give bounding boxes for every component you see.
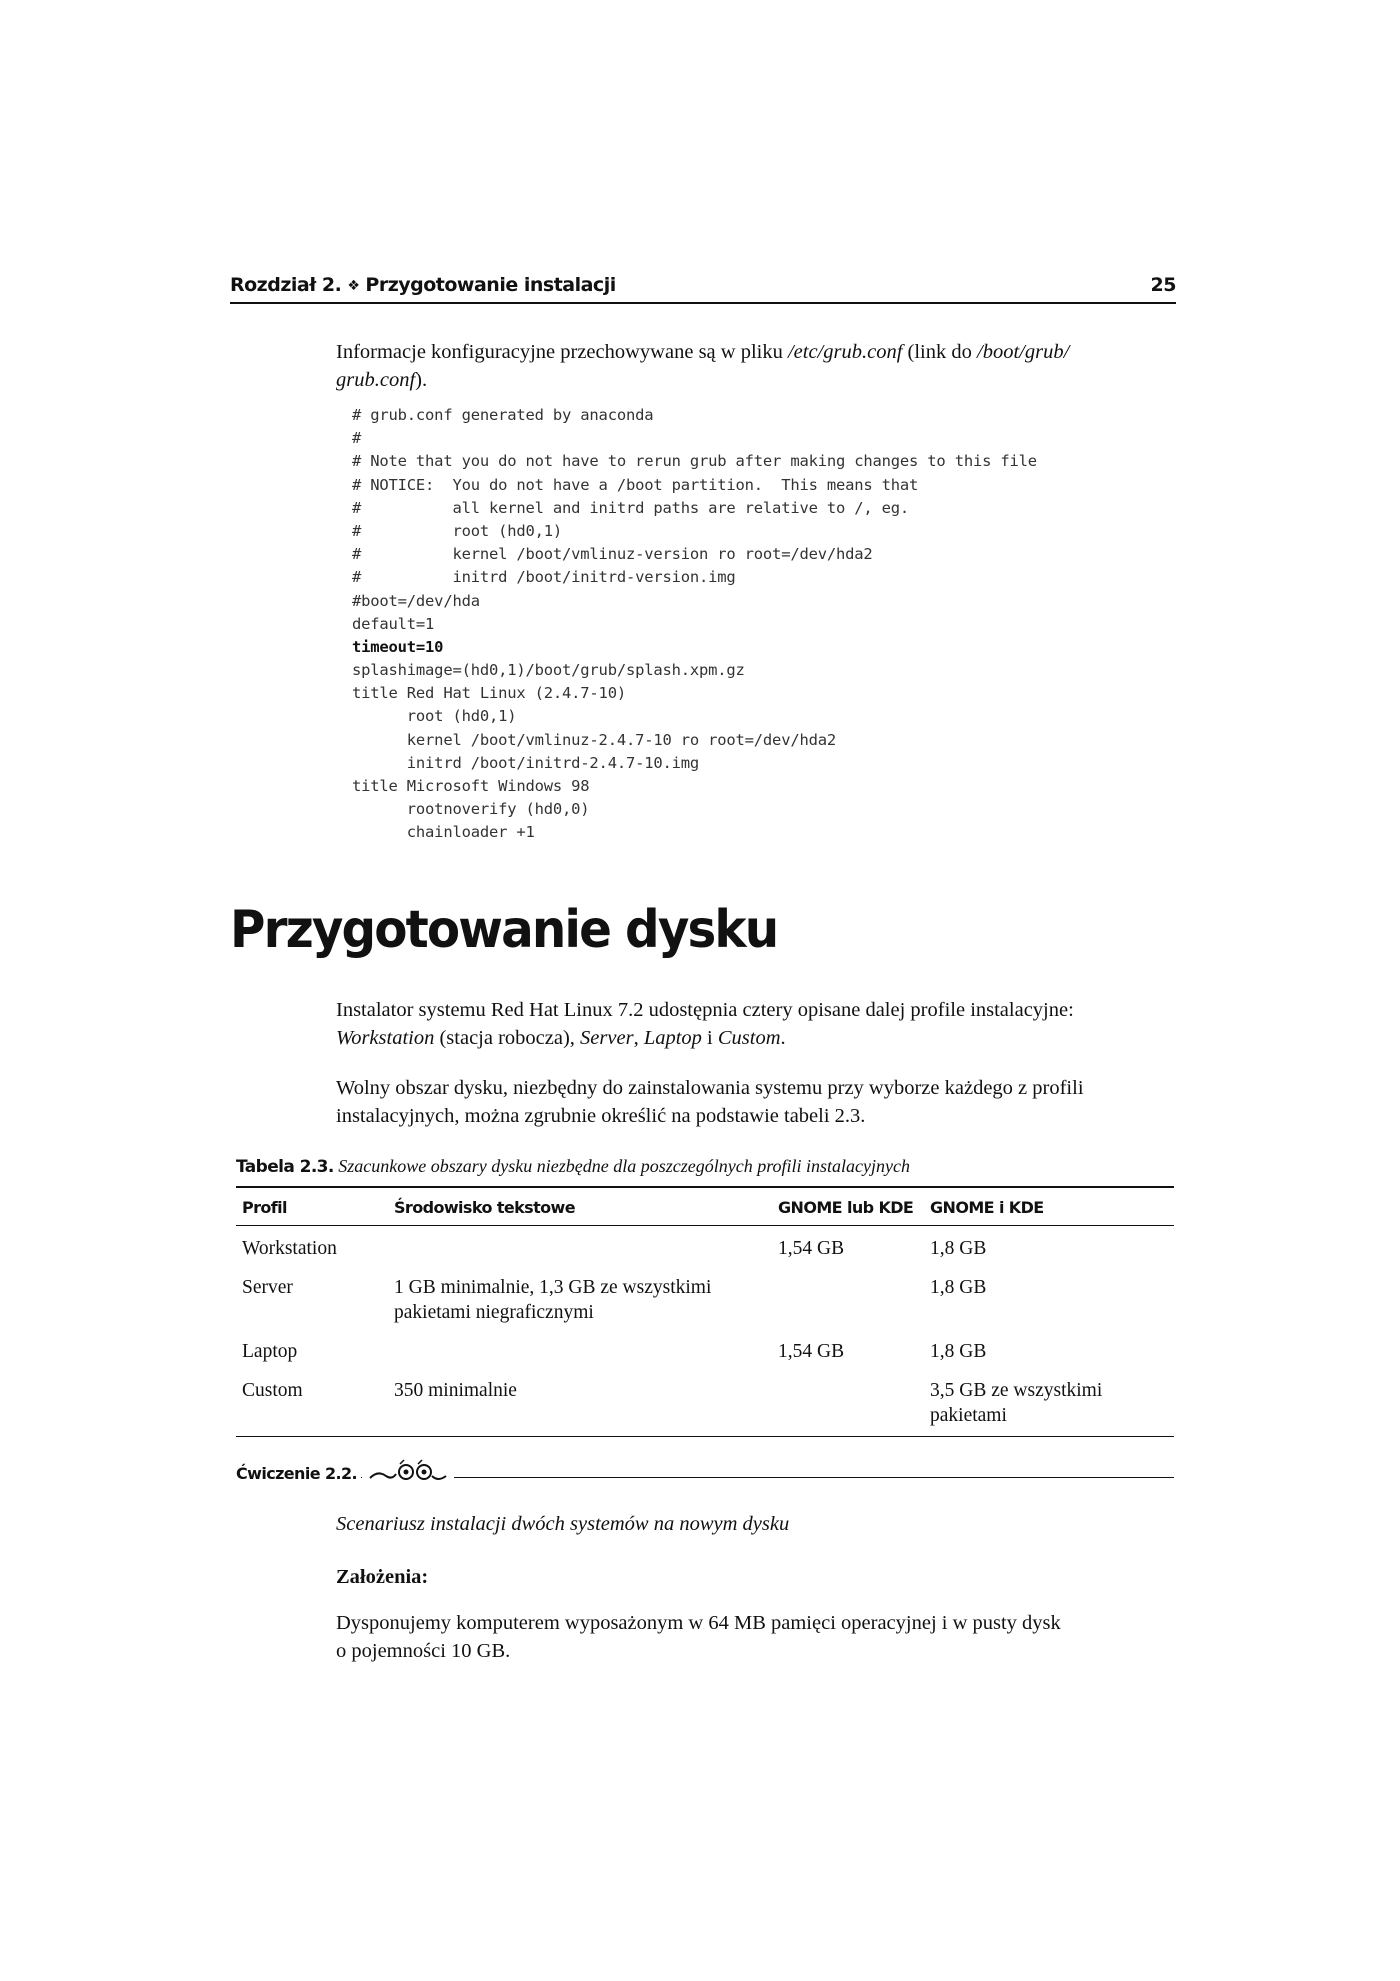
table-cell: Custom bbox=[236, 1368, 388, 1437]
code-line: title Red Hat Linux (2.4.7-10) bbox=[352, 684, 626, 703]
table-cell: Server bbox=[242, 1277, 293, 1298]
code-line: root (hd0,1) bbox=[352, 707, 517, 726]
table-caption bbox=[236, 1154, 1176, 1179]
code-line: kernel /boot/vmlinuz-2.4.7-10 ro root=/dev/hda2 bbox=[352, 730, 836, 749]
profiles-paragraph bbox=[336, 996, 1176, 1052]
table-cell: Laptop bbox=[242, 1341, 298, 1362]
code-line: initrd /boot/initrd-2.4.7-10.img bbox=[352, 753, 700, 772]
profile-custom: Custom bbox=[717, 1027, 781, 1049]
table-header-row bbox=[236, 1187, 1174, 1226]
table-cell bbox=[388, 1226, 772, 1266]
code-line: # all kernel and initrd paths are relative to /, eg. bbox=[352, 498, 910, 517]
table-cell: Workstation bbox=[242, 1238, 337, 1259]
table-cell bbox=[772, 1368, 924, 1437]
code-line: default=1 bbox=[352, 614, 435, 633]
code-line: # Note that you do not have to rerun grub after making changes to this file bbox=[352, 452, 1037, 471]
column-header: Środowisko tekstowe bbox=[388, 1187, 772, 1226]
profiles-text: i bbox=[701, 1027, 718, 1049]
running-header bbox=[230, 272, 1176, 304]
table-cell: 1,8 GB bbox=[930, 1341, 987, 1362]
code-line: # NOTICE: You do not have a /boot partition. This means that bbox=[352, 475, 919, 494]
intro-line-2 bbox=[336, 366, 1176, 394]
table-cell: 1,54 GB bbox=[778, 1238, 845, 1259]
intro-text-end: ). bbox=[415, 369, 428, 391]
table-cell: 1,8 GB bbox=[930, 1277, 987, 1298]
code-line: chainloader +1 bbox=[352, 823, 535, 842]
code-line: # root (hd0,1) bbox=[352, 521, 563, 540]
column-header: GNOME i KDE bbox=[924, 1187, 1174, 1226]
chapter-number: Rozdział 2. bbox=[230, 274, 342, 296]
exercise-scenario: Scenariusz instalacji dwóch systemów na nowym dysku bbox=[336, 1513, 790, 1535]
exercise-label: Ćwiczenie 2.2. bbox=[236, 1464, 361, 1483]
table-cell bbox=[772, 1265, 924, 1329]
code-line: #boot=/dev/hda bbox=[352, 591, 480, 610]
code-line: # bbox=[352, 429, 362, 448]
page-number: 25 bbox=[1150, 274, 1176, 296]
code-line: # kernel /boot/vmlinuz-version ro root=/dev/hda2 bbox=[352, 545, 873, 564]
profile-workstation: Workstation bbox=[336, 1027, 435, 1049]
intro-text-middle: (link do bbox=[902, 341, 977, 363]
profile-server: Server bbox=[580, 1027, 634, 1049]
table-row bbox=[236, 1226, 1174, 1266]
profiles-text: (stacja robocza), bbox=[434, 1027, 581, 1049]
table-cell: 1,8 GB bbox=[930, 1238, 987, 1259]
disk-space-table bbox=[236, 1186, 1174, 1437]
intro-line-1 bbox=[336, 338, 1176, 366]
table-caption-text: Szacunkowe obszary dysku niezbędne dla poszczególnych profili instalacyjnych bbox=[338, 1156, 911, 1176]
table-cell bbox=[388, 1329, 772, 1368]
link-path-part-1: /boot/grub/ bbox=[977, 341, 1070, 363]
code-line: # grub.conf generated by anaconda bbox=[352, 406, 654, 424]
disk-space-line-1: Wolny obszar dysku, niezbędny do zainstalowania systemu przy wyborze każdego z profili bbox=[336, 1077, 1084, 1099]
assumptions-label: Założenia: bbox=[336, 1566, 429, 1588]
column-header: Profil bbox=[236, 1187, 388, 1226]
exercise-line-2: o pojemności 10 GB. bbox=[336, 1640, 511, 1662]
profile-laptop: Laptop bbox=[643, 1027, 702, 1049]
profiles-line-1: Instalator systemu Red Hat Linux 7.2 udostępnia cztery opisane dalej profile instalacyjne: bbox=[336, 999, 1074, 1021]
code-line: splashimage=(hd0,1)/boot/grub/splash.xpm.gz bbox=[352, 661, 745, 680]
diamond-icon: ❖ bbox=[347, 278, 360, 294]
table-cell: 350 minimalnie bbox=[388, 1368, 772, 1437]
disk-space-paragraph bbox=[336, 1074, 1176, 1130]
table-cell: 1 GB minimalnie, 1,3 GB ze wszystkimi pakietami niegraficznymi bbox=[394, 1277, 712, 1323]
chapter-title: Przygotowanie instalacji bbox=[365, 274, 616, 296]
profiles-line-2 bbox=[336, 1024, 1176, 1052]
table-cell: 1,54 GB bbox=[778, 1341, 845, 1362]
table-row bbox=[236, 1265, 1174, 1329]
section-heading: Przygotowanie dysku bbox=[230, 900, 778, 960]
profiles-text: , bbox=[633, 1027, 644, 1049]
code-line: timeout=10 bbox=[352, 637, 444, 656]
exercise-rule bbox=[336, 1477, 1174, 1478]
exercise-paragraph bbox=[336, 1609, 1176, 1665]
table-caption-label: Tabela 2.3. bbox=[236, 1157, 334, 1177]
code-line: title Microsoft Windows 98 bbox=[352, 777, 590, 795]
decorative-ornament-icon bbox=[362, 1458, 454, 1491]
chapter-label bbox=[230, 274, 616, 296]
config-path: /etc/grub.conf bbox=[787, 341, 903, 363]
column-header: GNOME lub KDE bbox=[772, 1187, 924, 1226]
disk-space-line-2: instalacyjnych, można zgrubnie określić na podstawie tabeli 2.3. bbox=[336, 1105, 866, 1127]
table-row bbox=[236, 1368, 1174, 1437]
intro-paragraph bbox=[336, 338, 1176, 394]
intro-text: Informacje konfiguracyjne przechowywane są w pliku bbox=[336, 341, 788, 363]
code-line: # initrd /boot/initrd-version.img bbox=[352, 568, 736, 587]
code-listing bbox=[352, 404, 1172, 845]
exercise-line-1: Dysponujemy komputerem wyposażonym w 64 MB pamięci operacyjnej i w pusty dysk bbox=[336, 1612, 1061, 1634]
exercise-heading bbox=[236, 1458, 1174, 1488]
table-row bbox=[236, 1329, 1174, 1368]
code-line: rootnoverify (hd0,0) bbox=[352, 800, 590, 819]
table-cell: 3,5 GB ze wszystkimi pakietami bbox=[924, 1368, 1174, 1437]
profiles-text: . bbox=[780, 1027, 786, 1049]
link-path-part-2: grub.conf bbox=[336, 369, 416, 391]
